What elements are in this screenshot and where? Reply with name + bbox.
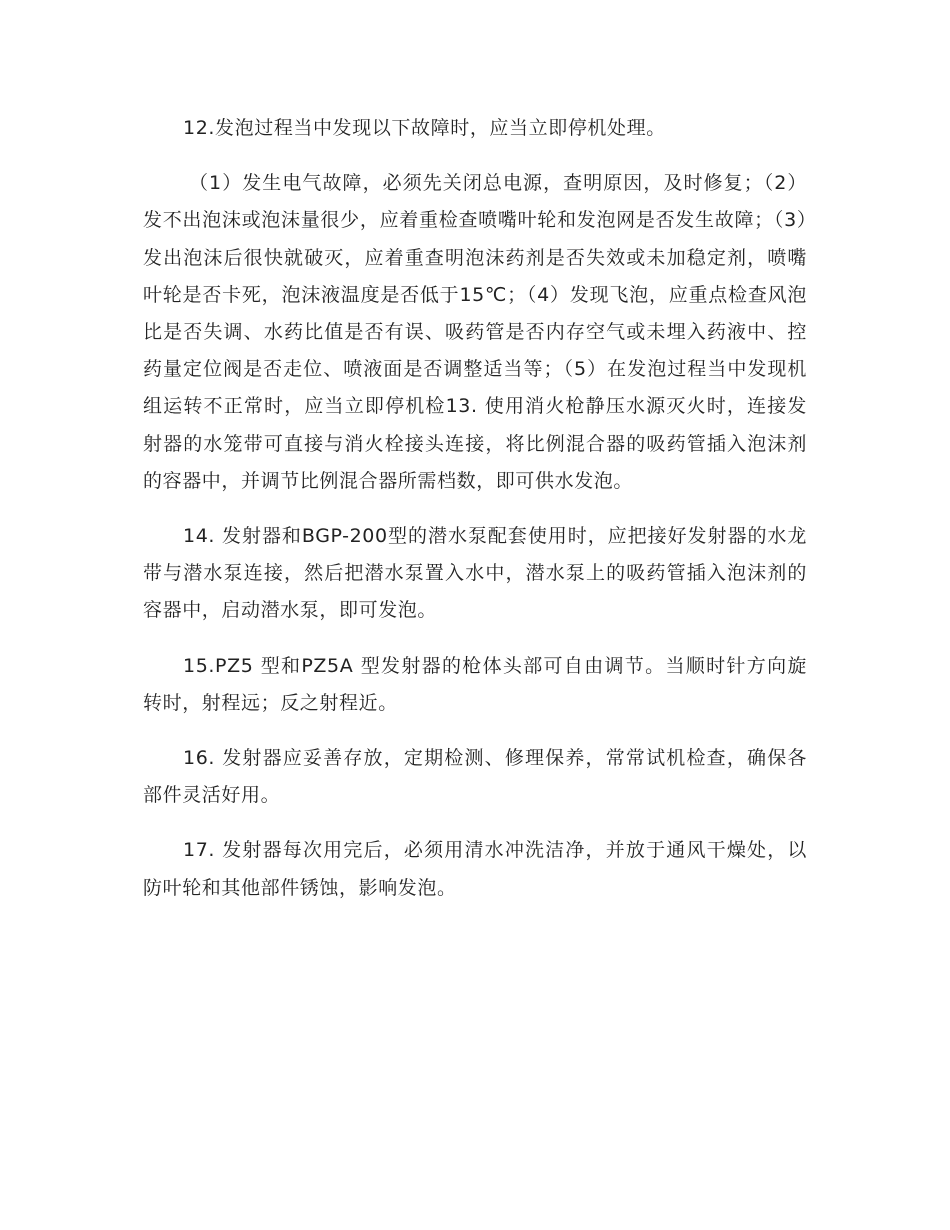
paragraph-fault-list: （1）发生电气故障，必须先关闭总电源，查明原因，及时修复；（2）发不出泡沫或泡沫量很少，应着重检查喷嘴叶轮和发泡网是否发生故障；（3）发出泡沫后很快就破灭，应着重查明泡沫药剂是否失效或未加稳定剂，喷嘴叶轮是否卡死，泡沫液温度是否低于15℃；（4）发现飞泡，应重点检查风泡比是否失调、水药比值是否有误、吸药管是否内存空气或未埋入药液中、控药量定位阀是否走位、喷液面是否调整适当等；（5）在发泡过程当中发现机组运转不正常时，应当立即停机检13. 使用消火枪静压水源灭火时，连接发射器的水笼带可直接与消火栓接头连接，将比例混合器的吸药管插入泡沫剂的容器中，并调节比例混合器所需档数，即可供水发泡。 [143, 172, 807, 492]
paragraph-14: 14. 发射器和BGP-200型的潜水泵配套使用时，应把接好发射器的水龙带与潜水泵连接，然后把潜水泵置入水中，潜水泵上的吸药管插入泡沫剂的容器中，启动潜水泵，即可发泡。 [143, 525, 807, 622]
paragraph-15: 15.PZ5 型和PZ5A 型发射器的枪体头部可自由调节。当顺时针方向旋转时，射程远；反之射程近。 [143, 654, 807, 714]
paragraph-17: 17. 发射器每次用完后，必须用清水冲洗洁净，并放于通风干燥处，以防叶轮和其他部件锈蚀，影响发泡。 [143, 839, 807, 899]
paragraph-16: 16. 发射器应妥善存放，定期检测、修理保养，常常试机检查，确保各部件灵活好用。 [143, 747, 807, 807]
document-body [143, 110, 807, 925]
paragraph-12: 12.发泡过程当中发现以下故障时，应当立即停机处理。 [183, 117, 666, 139]
